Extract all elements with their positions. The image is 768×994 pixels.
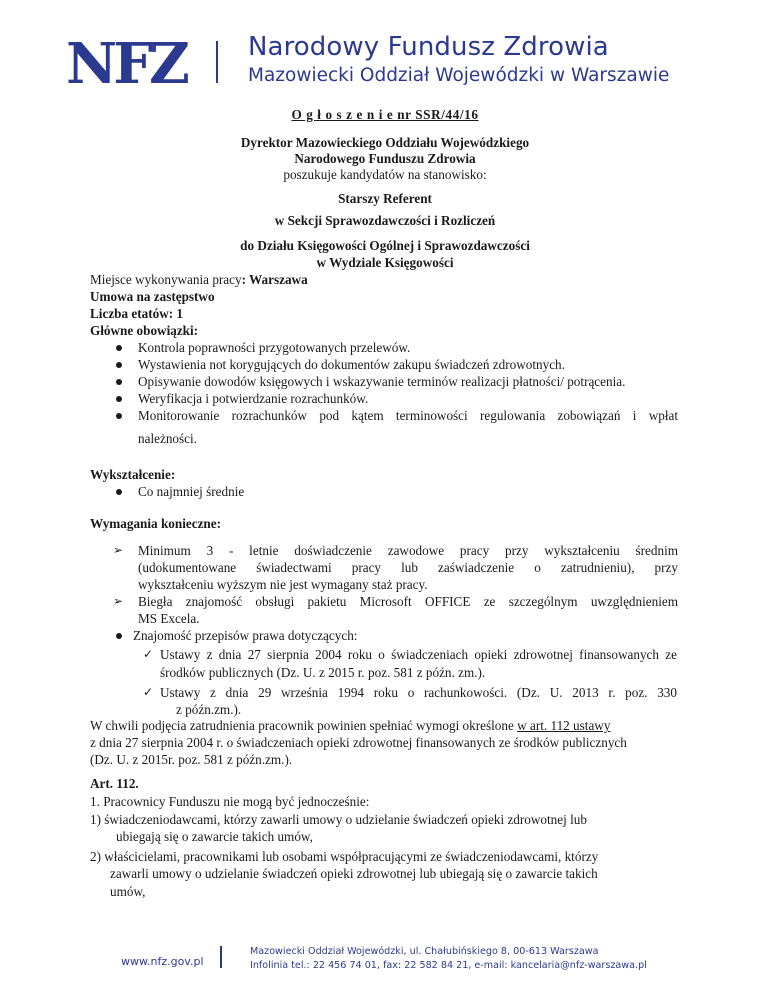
bullet-icon xyxy=(116,413,122,419)
duty-item-5-line-2: należności. xyxy=(138,431,197,446)
footer-contact xyxy=(250,945,647,973)
article-intro: 1. Pracownicy Funduszu nie mogą być jednocześnie: xyxy=(90,794,370,809)
announcement-title: O g ł o s z e n i e nr SSR/44/16 xyxy=(291,107,479,122)
bullet-icon xyxy=(116,489,122,495)
workplace-label: Miejsce wykonywania pracy xyxy=(90,272,242,287)
footer-divider xyxy=(220,946,222,968)
duty-item: Kontrola poprawności przygotowanych przelewów. xyxy=(138,340,411,355)
bullet-icon xyxy=(116,633,122,639)
law-1-line-1: Ustawy z dnia 27 sierpnia 2004 roku o świadczeniach opieki zdrowotnej finansowanych ze xyxy=(160,647,677,662)
arrow-bullet-icon: ➢ xyxy=(113,594,124,608)
footer-phone-email: Infolinia tel.: 22 456 74 01, fax: 22 582 84 21, e-mail: kancelaria@nfz-warszawa.pl xyxy=(250,960,647,971)
bullet-icon xyxy=(116,396,122,402)
article-item-2-line-2: zawarli umowy o udzielanie świadczeń opieki zdrowotnej lub ubiegają się o zawarcie takich xyxy=(110,866,598,881)
section-name: w Sekcji Sprawozdawczości i Rozliczeń xyxy=(274,213,496,228)
org-name: Narodowy Fundusz Zdrowia xyxy=(248,32,609,62)
notice-text: W chwili podjęcia zatrudnienia pracownik powinien spełniać wymogi określone xyxy=(90,718,518,733)
arrow-bullet-icon: ➢ xyxy=(113,543,124,557)
contract-type: Umowa na zastępstwo xyxy=(90,289,215,304)
duty-item: Weryfikacja i potwierdzanie rozrachunków. xyxy=(138,391,369,406)
article-112-reference: w art. 112 ustawy xyxy=(517,718,611,733)
department-line-1: do Działu Księgowości Ogólnej i Sprawozdawczości xyxy=(240,238,530,253)
fte-count: Liczba etatów: 1 xyxy=(90,306,184,321)
requirement-3: Znajomość przepisów prawa dotyczących: xyxy=(133,628,358,643)
letterhead xyxy=(0,0,768,100)
law-2-line-2: z późn.zm.). xyxy=(176,702,242,717)
article-item-2-line-1: 2) właścicielami, pracownikami lub osobami współpracującymi ze świadczeniodawcami, którzy xyxy=(90,849,599,864)
footer-address: Mazowiecki Oddział Wojewódzki, ul. Chałubińskiego 8, 00-613 Warszawa xyxy=(250,946,599,957)
branch-name: Mazowiecki Oddział Wojewódzki w Warszawie xyxy=(248,65,670,86)
footer-website: www.nfz.gov.pl xyxy=(121,955,204,968)
bullet-icon xyxy=(116,362,122,368)
requirement-2-line-1: Biegła znajomość obsługi pakietu Microsoft OFFICE ze szczególnym uwzględnieniem xyxy=(138,594,678,609)
workplace-value: : Warszawa xyxy=(241,272,308,287)
bullet-icon xyxy=(116,345,122,351)
director-line-1: Dyrektor Mazowieckiego Oddziału Wojewódzkiego xyxy=(240,135,530,150)
requirement-1-line-3: wykształceniu wyższym nie jest wymagany staż pracy. xyxy=(138,577,428,592)
duty-item: Opisywanie dowodów księgowych i wskazywanie terminów realizacji płatności/ potrącenia. xyxy=(138,374,626,389)
education-item: Co najmniej średnie xyxy=(138,484,245,499)
notice-line-3: (Dz. U. z 2015r. poz. 581 z późn.zm.). xyxy=(90,752,293,767)
director-line-2: Narodowego Funduszu Zdrowia xyxy=(294,151,476,166)
requirement-1-line-1: Minimum 3 - letnie doświadczenie zawodowe pracy przy wykształceniu średnim xyxy=(138,543,678,558)
requirements-heading: Wymagania konieczne: xyxy=(90,516,222,531)
header-divider xyxy=(216,41,218,83)
workplace xyxy=(90,271,308,288)
article-item-2-line-3: umów, xyxy=(110,884,146,899)
education-heading: Wykształcenie: xyxy=(90,467,176,482)
requirement-2-line-2: MS Excela. xyxy=(138,611,200,626)
bullet-icon xyxy=(116,379,122,385)
article-item-1-line-1: 1) świadczeniodawcami, którzy zawarli umowy o udzielanie świadczeń opieki zdrowotnej lub xyxy=(90,812,587,827)
law-2-line-1: Ustawy z dnia 29 września 1994 roku o rachunkowości. (Dz. U. 2013 r. poz. 330 xyxy=(160,685,677,700)
duty-item: Wystawienia not korygujących do dokumentów zakupu świadczeń zdrowotnych. xyxy=(138,357,565,372)
notice-line-1 xyxy=(90,717,610,734)
notice-line-2: z dnia 27 sierpnia 2004 r. o świadczeniach opieki zdrowotnej finansowanych ze środków publicznych xyxy=(90,735,627,750)
law-1-line-2: środków publicznych (Dz. U. z 2015 r. poz. 581 z późn. zm.). xyxy=(160,665,486,680)
seeking-line: poszukuje kandydatów na stanowisko: xyxy=(283,167,487,182)
position-title: Starszy Referent xyxy=(338,191,432,206)
article-item-1-line-2: ubiegają się o zawarcie takich umów, xyxy=(116,829,313,844)
duty-item-5-line-1: Monitorowanie rozrachunków pod kątem terminowości regulowania zobowiązań i wpłat xyxy=(138,408,678,423)
checkmark-icon: ✓ xyxy=(143,685,154,699)
article-heading: Art. 112. xyxy=(90,776,139,791)
nfz-logo xyxy=(66,36,192,86)
nfz-logo-text: NFZ xyxy=(66,36,186,86)
checkmark-icon: ✓ xyxy=(143,647,154,661)
department-line-2: w Wydziale Księgowości xyxy=(316,255,454,270)
duties-heading: Główne obowiązki: xyxy=(90,323,199,338)
requirement-1-line-2: (udokumentowane świadectwami pracy lub zaświadczenie o zatrudnieniu), przy xyxy=(138,560,678,575)
